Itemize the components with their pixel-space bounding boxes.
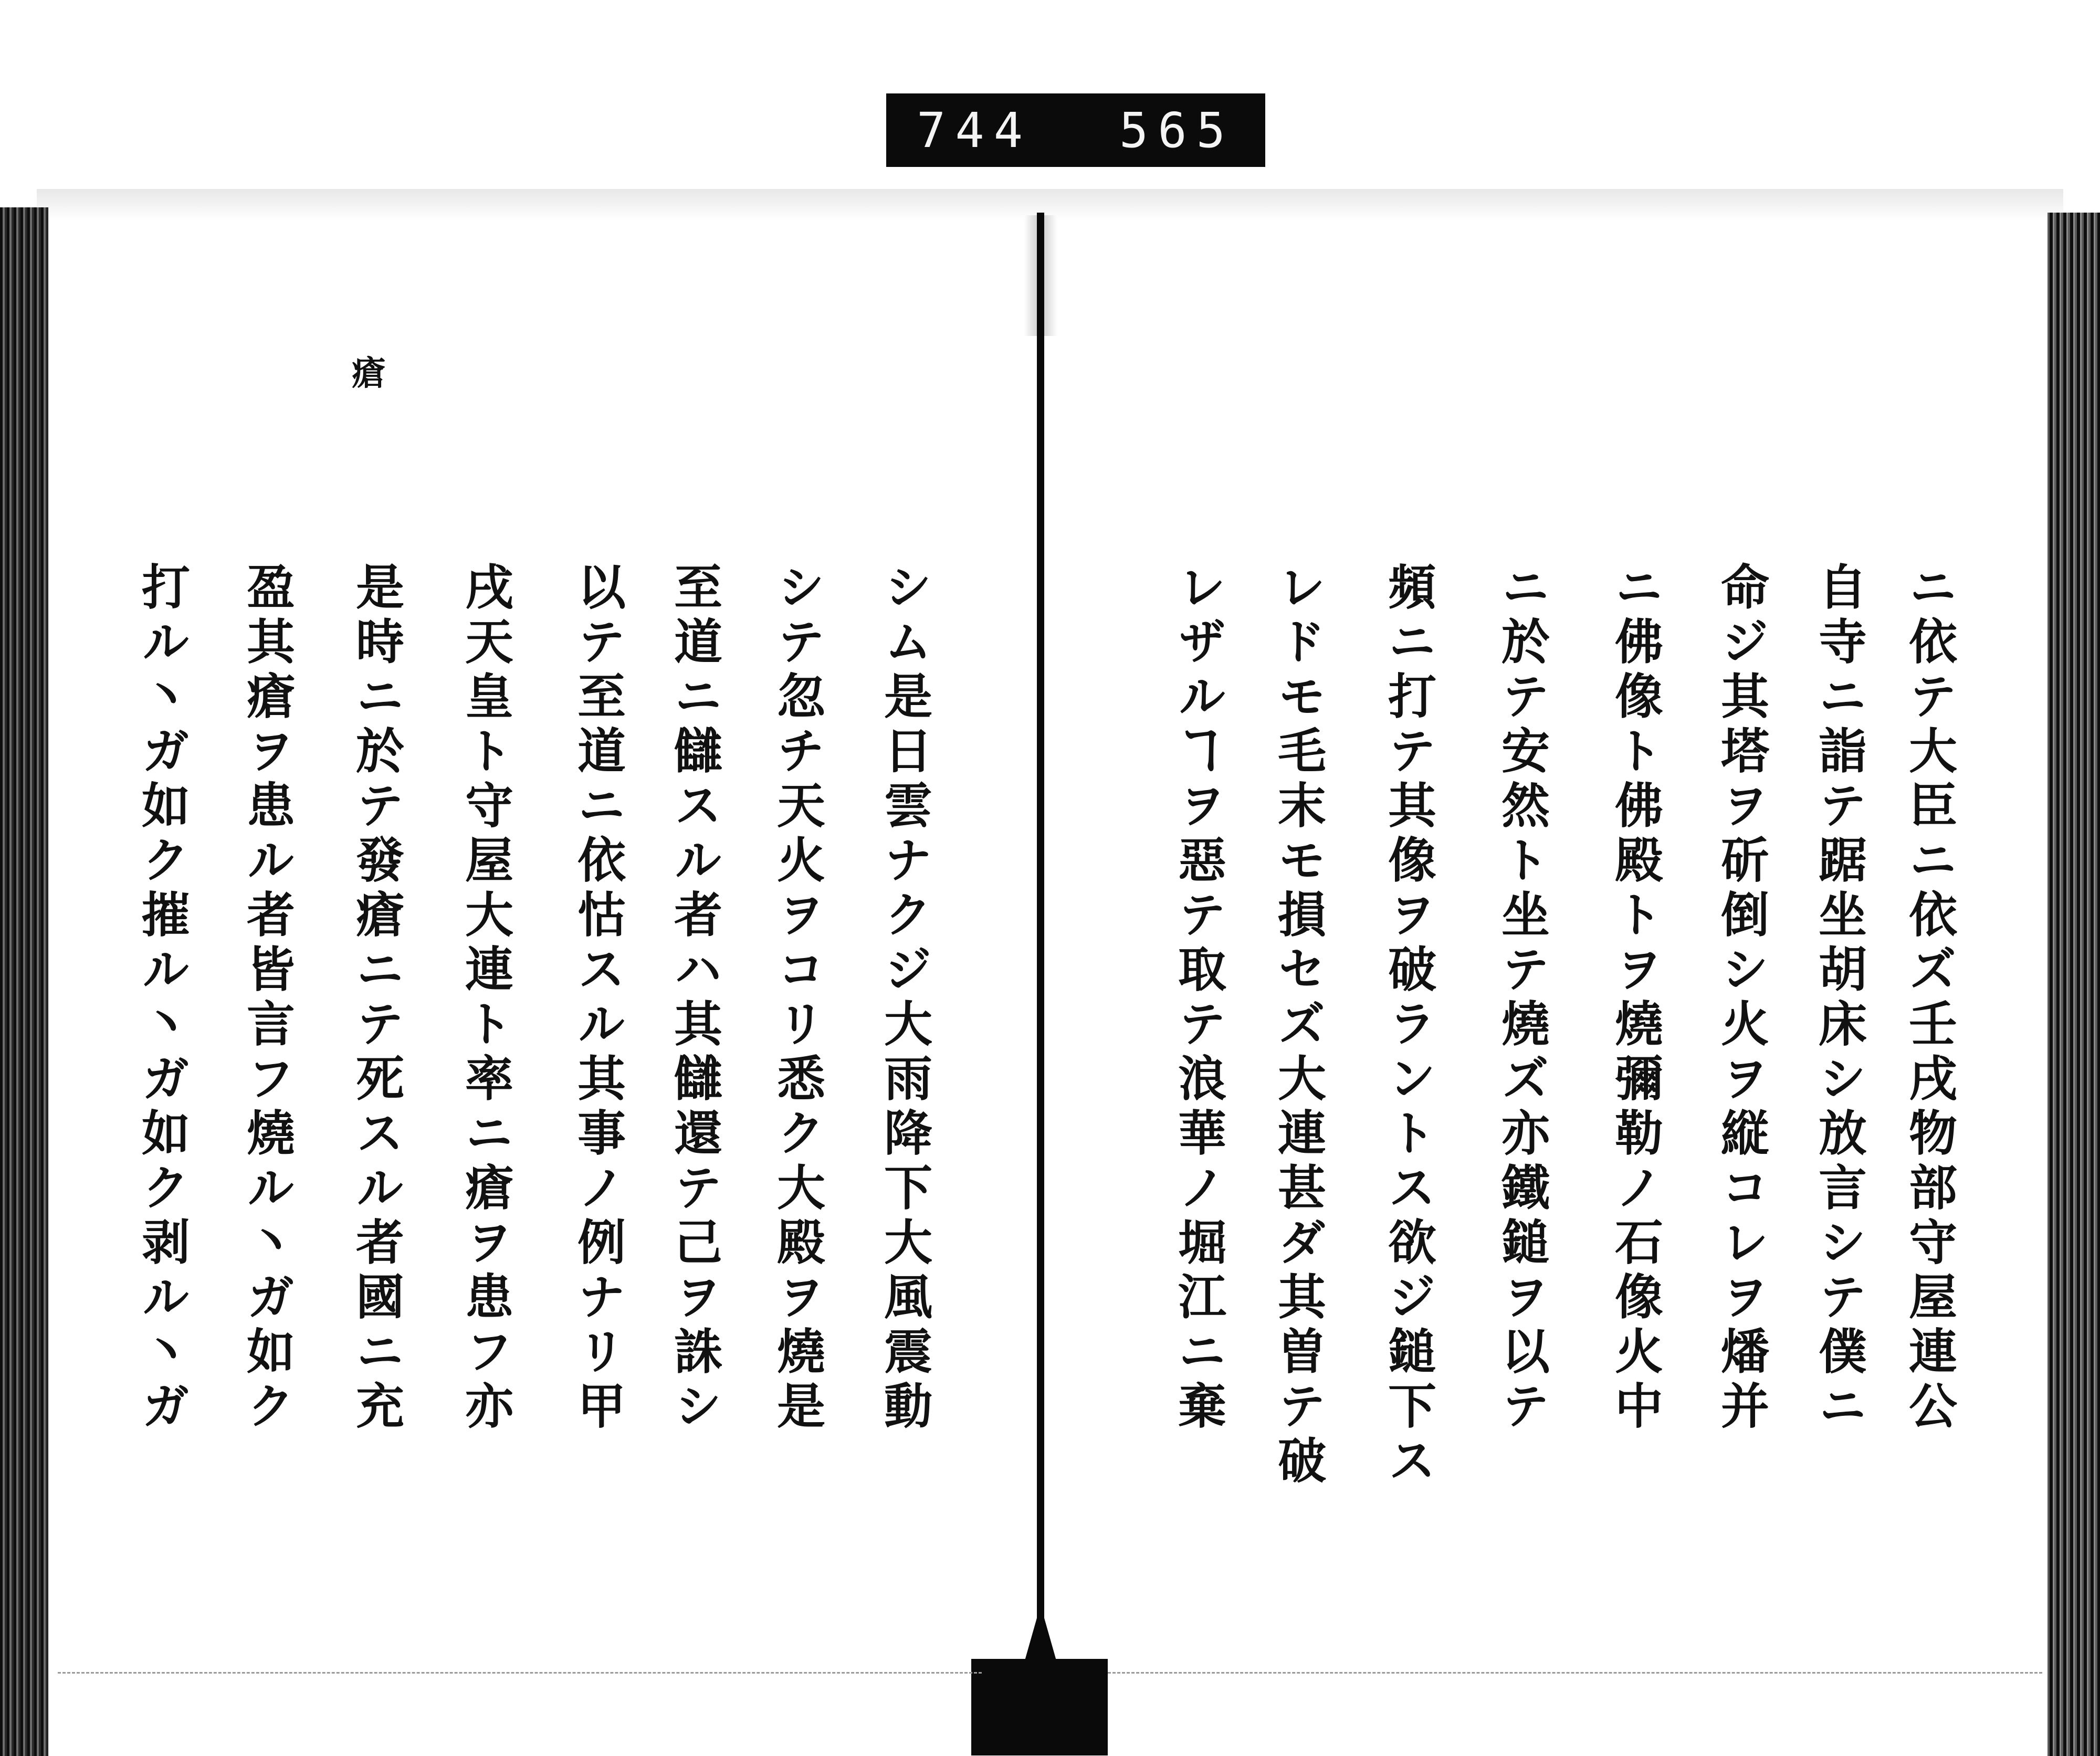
- left-page-column-1: シム是日雲ナクジ大雨降下大風震動: [876, 562, 932, 1435]
- left-page-column-6: 是時ニ於テ發瘡ニテ死スル者國ニ充: [348, 562, 404, 1435]
- gutter-base: [1024, 1617, 1057, 1664]
- film-number-right: 565: [1119, 102, 1235, 159]
- right-page-column-3: 命ジ其塔ヲ斫倒シ火ヲ縦コレヲ燔并: [1713, 562, 1769, 1435]
- right-page-column-5: ニ於テ安然ト坐テ燒ズ亦鐵鎚ヲ以テ: [1494, 562, 1550, 1435]
- film-number-label: [886, 93, 1265, 167]
- right-page-edge: [2048, 213, 2100, 1756]
- left-page-column-3: 至道ニ讎スル者ハ其讎還テ己ヲ誅シ: [666, 562, 722, 1435]
- running-head: 瘡: [352, 354, 385, 393]
- book-gutter: [1037, 213, 1044, 1662]
- left-page-column-8: 打ル丶ガ如ク摧ル丶ガ如ク剥ル丶ガ: [134, 562, 190, 1435]
- right-page-column-6: 頻ニ打テ其像ヲ破ラントス欲ジ鎚下ス: [1380, 562, 1436, 1490]
- right-page-column-2: 自寺ニ詣テ踞坐胡床シ放言シテ僕ニ: [1811, 562, 1867, 1435]
- left-page-column-4: 以テ至道ニ依怙スル其事ノ例ナリ甲: [570, 562, 626, 1435]
- right-page-column-7: レドモ毛末モ損セズ大連甚ダ其曽テ破: [1270, 562, 1326, 1490]
- right-page-bottom-rule: [1108, 1672, 2042, 1674]
- right-page-column-4: ニ佛像ト佛殿トヲ燒彌勒ノ石像火中: [1607, 562, 1663, 1435]
- gutter-foot: [971, 1659, 1108, 1755]
- left-page-bottom-rule: [58, 1672, 982, 1674]
- film-number-left: 744: [917, 102, 1033, 159]
- left-page-column-2: シテ忽チ天火ヲコリ悉ク大殿ヲ燒是: [769, 562, 825, 1435]
- left-page-column-5: 戌天皇ト守屋大連ト率ニ瘡ヲ患フ亦: [457, 562, 513, 1435]
- left-page-edge: [0, 207, 48, 1756]
- right-page-column-1: ニ依テ大臣ニ依ズ壬戌物部守屋連公: [1901, 562, 1957, 1435]
- right-page-column-8: レザルヿヲ惡テ取テ浪華ノ堀江ニ棄: [1170, 562, 1226, 1435]
- left-page-column-7: 盈其瘡ヲ患ル者皆言フ燒ル丶ガ如ク: [239, 562, 295, 1435]
